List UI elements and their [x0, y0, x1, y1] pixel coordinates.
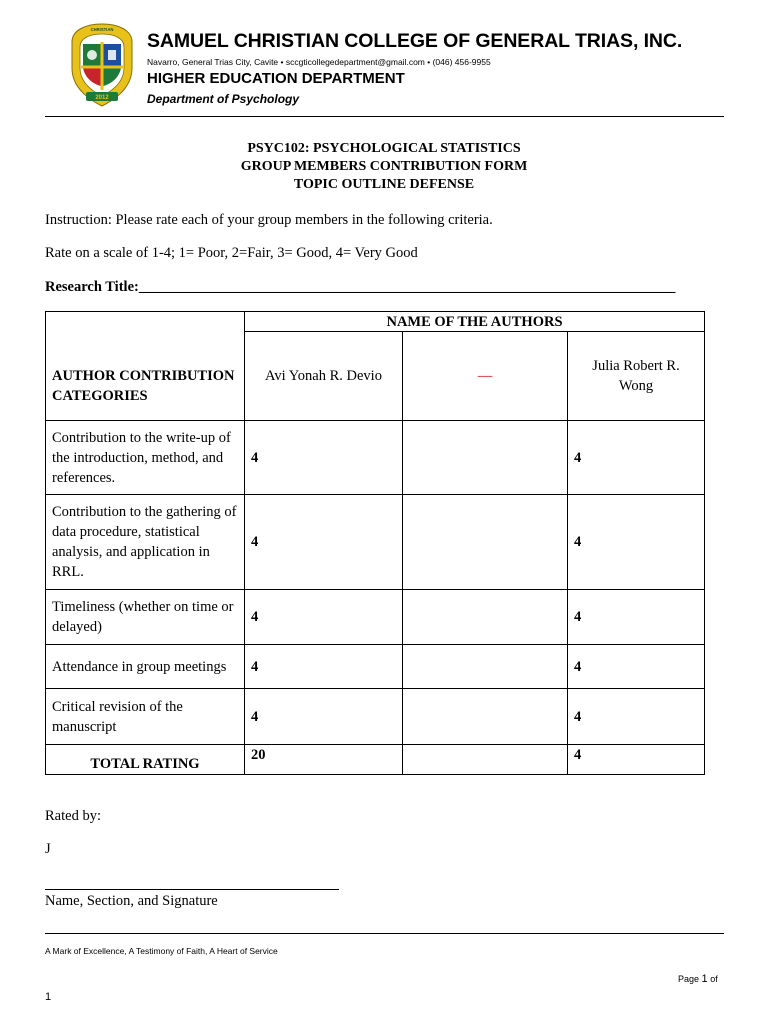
table-row	[46, 495, 705, 590]
total-label: TOTAL RATING	[46, 745, 245, 775]
category-cell: Timeliness (whether on time or delayed)	[46, 590, 245, 645]
table-row	[46, 590, 705, 645]
names-header: NAME OF THE AUTHORS	[245, 312, 705, 332]
score-cell[interactable]: 4	[568, 421, 705, 495]
author-name-3: Julia Robert R. Wong	[568, 332, 705, 421]
total-cell	[403, 745, 568, 775]
page-number: 1	[701, 973, 708, 985]
research-title-field[interactable]	[45, 279, 675, 296]
svg-text:CHRISTIAN: CHRISTIAN	[90, 27, 114, 32]
rated-by-label: Rated by:	[45, 808, 101, 824]
college-contact-info: Navarro, General Trias City, Cavite • sccgticollegedepartment@gmail.com • (046) 456-9955	[147, 57, 491, 67]
table-row	[46, 421, 705, 495]
college-seal-logo	[66, 22, 138, 108]
research-title-label: Research Title:	[45, 279, 139, 295]
page-prefix: Page	[678, 974, 700, 984]
footer-motto: A Mark of Excellence, A Testimony of Faith, A Heart of Service	[45, 946, 278, 956]
category-cell: Attendance in group meetings	[46, 645, 245, 689]
department-name: HIGHER EDUCATION DEPARTMENT	[147, 70, 405, 87]
total-cell: 20	[245, 745, 403, 775]
form-subtitle: TOPIC OUTLINE DEFENSE	[293, 177, 475, 192]
score-cell[interactable]: 4	[245, 689, 403, 745]
sub-department-name: Department of Psychology	[147, 92, 300, 106]
score-cell[interactable]: 4	[568, 590, 705, 645]
research-title-blank: __________________________________________________________________________	[138, 279, 676, 295]
signature-line[interactable]	[45, 889, 339, 890]
college-name: SAMUEL CHRISTIAN COLLEGE OF GENERAL TRIAS, INC.	[147, 30, 683, 52]
signature-label: Name, Section, and Signature	[45, 893, 218, 909]
score-cell[interactable]	[403, 645, 568, 689]
contribution-rating-table	[45, 311, 705, 775]
table-row	[46, 689, 705, 745]
score-cell[interactable]: 4	[245, 421, 403, 495]
score-cell[interactable]: 4	[245, 495, 403, 590]
logo-year-text: 2012	[95, 95, 109, 101]
category-cell: Critical revision of the manuscript	[46, 689, 245, 745]
rated-by-value[interactable]: J	[45, 841, 51, 857]
categories-header: AUTHOR CONTRIBUTION CATEGORIES	[46, 312, 245, 421]
author-name-1: Avi Yonah R. Devio	[245, 332, 403, 421]
total-row	[46, 745, 705, 775]
author-name-2: —	[403, 332, 568, 421]
score-cell[interactable]	[403, 689, 568, 745]
score-cell[interactable]: 4	[568, 495, 705, 590]
category-cell: Contribution to the write-up of the introduction, method, and references.	[46, 421, 245, 495]
header-divider	[45, 116, 724, 117]
score-cell[interactable]	[403, 590, 568, 645]
score-cell[interactable]: 4	[245, 645, 403, 689]
page-indicator	[678, 973, 718, 985]
score-cell[interactable]	[403, 421, 568, 495]
form-title: GROUP MEMBERS CONTRIBUTION FORM	[240, 159, 528, 174]
score-cell[interactable]: 4	[568, 645, 705, 689]
rating-scale-text: Rate on a scale of 1-4; 1= Poor, 2=Fair, 3= Good, 4= Very Good	[45, 245, 418, 261]
page-of: of	[710, 974, 718, 984]
total-cell: 4	[568, 745, 705, 775]
score-cell[interactable]: 4	[568, 689, 705, 745]
instruction-text: Instruction: Please rate each of your group members in the following criteria.	[45, 212, 493, 228]
page-total: 1	[45, 991, 52, 1003]
table-row	[46, 645, 705, 689]
score-cell[interactable]	[403, 495, 568, 590]
score-cell[interactable]: 4	[245, 590, 403, 645]
course-title: PSYC102: PSYCHOLOGICAL STATISTICS	[247, 141, 521, 156]
footer-divider	[45, 933, 724, 934]
category-cell: Contribution to the gathering of data procedure, statistical analysis, and application in RRL.	[46, 495, 245, 590]
